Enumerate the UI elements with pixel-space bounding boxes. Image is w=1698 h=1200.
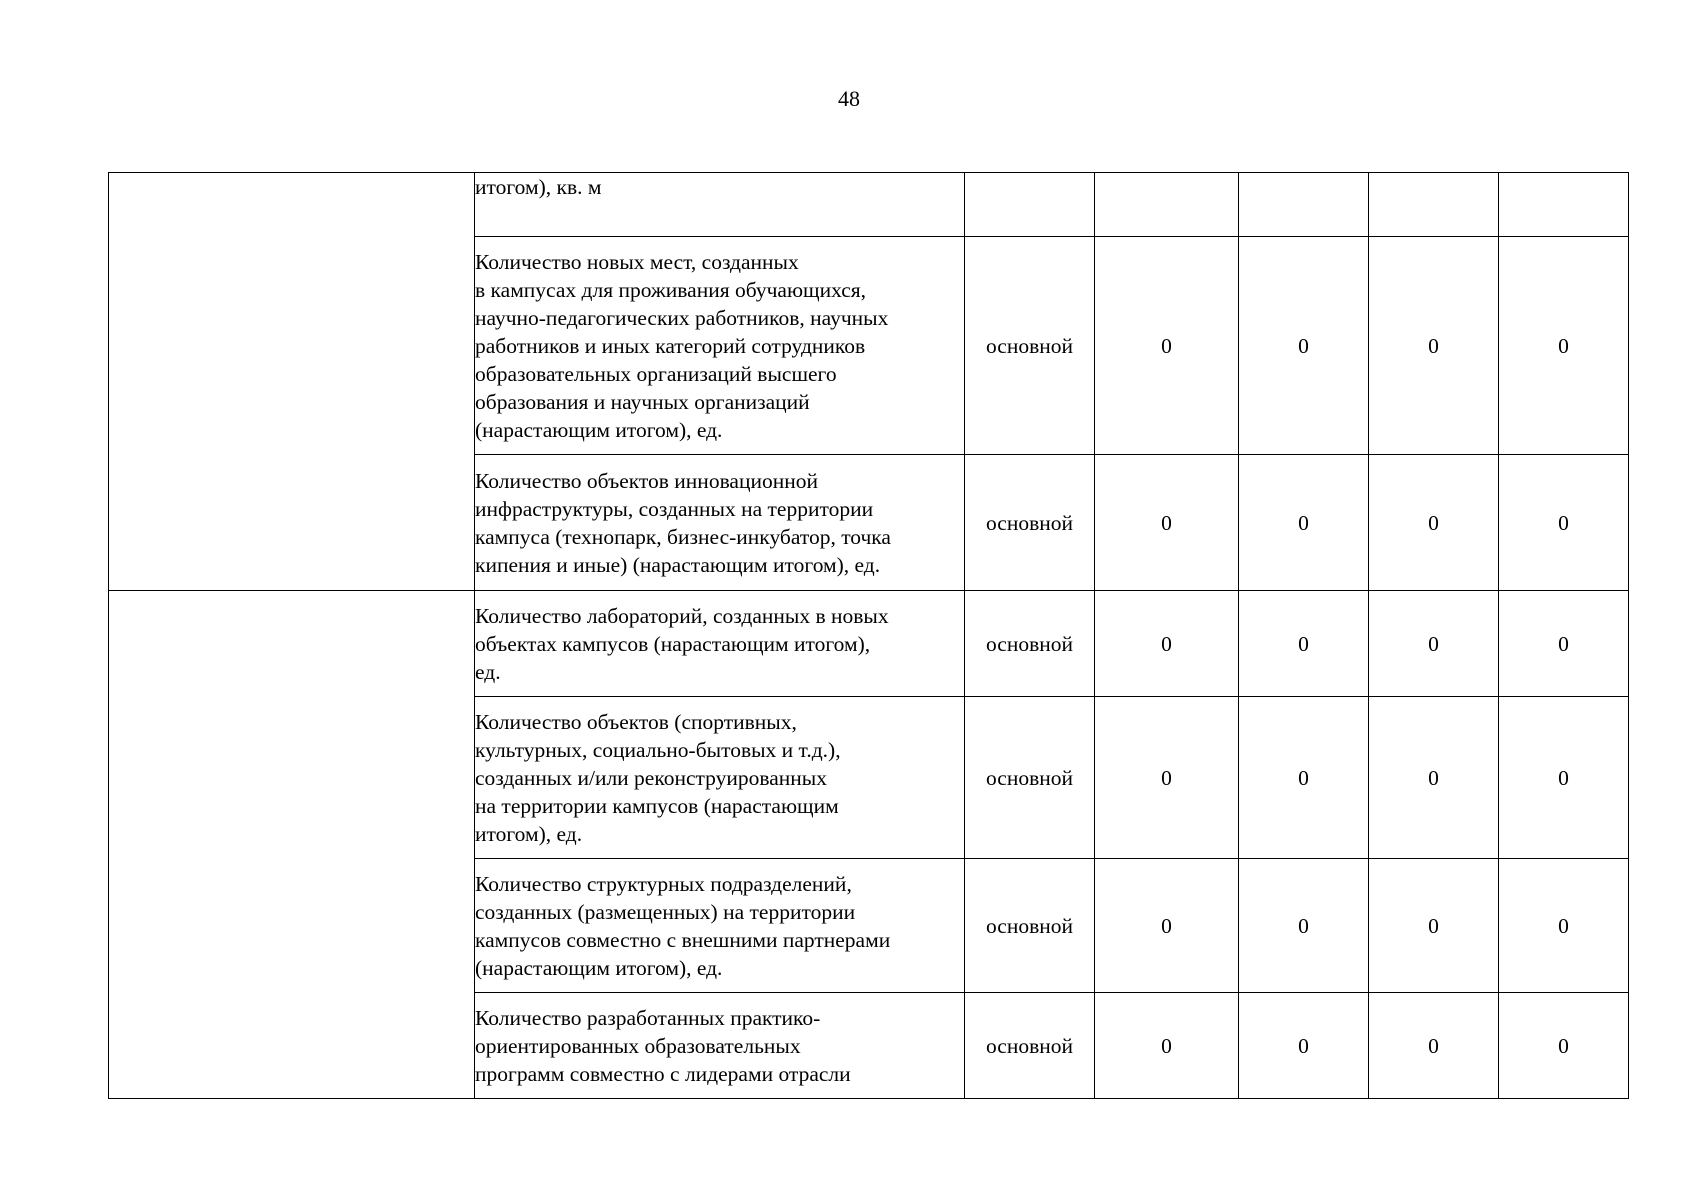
- indicator-type: основной: [965, 993, 1095, 1099]
- indicator-type: основной: [965, 697, 1095, 859]
- indicator-value: 0: [1095, 993, 1239, 1099]
- indicators-table: [108, 172, 1629, 1099]
- indicator-value: 0: [1239, 993, 1369, 1099]
- indicator-name: Количество структурных подразделений, созданных (размещенных) на территории кампусов совместно с внешними партнерами (нарастающим итогом), ед.: [475, 859, 965, 993]
- table-row: [109, 591, 1629, 697]
- indicator-value: 0: [1499, 993, 1629, 1099]
- indicator-value: 0: [1369, 237, 1499, 455]
- indicator-value: 0: [1095, 455, 1239, 591]
- indicator-value: 0: [1369, 455, 1499, 591]
- indicator-value: 0: [1239, 591, 1369, 697]
- indicator-value: 0: [1095, 697, 1239, 859]
- indicator-value: [1095, 173, 1239, 237]
- indicator-value: [1499, 173, 1629, 237]
- indicator-value: 0: [1239, 697, 1369, 859]
- indicator-type: основной: [965, 237, 1095, 455]
- indicator-value: 0: [1095, 859, 1239, 993]
- group-cell: [109, 591, 475, 1099]
- indicator-name: Количество лабораторий, созданных в новых объектах кампусов (нарастающим итогом), ед.: [475, 591, 965, 697]
- indicator-name: Количество объектов (спортивных, культурных, социально-бытовых и т.д.), созданных и/или реконструированных на территории кампусов (нарастающим итогом), ед.: [475, 697, 965, 859]
- indicator-value: 0: [1499, 591, 1629, 697]
- indicator-name: итогом), кв. м: [475, 173, 965, 237]
- group-cell: [109, 173, 475, 591]
- page-number: 48: [838, 86, 860, 111]
- indicator-value: 0: [1499, 859, 1629, 993]
- indicator-name: Количество новых мест, созданных в кампусах для проживания обучающихся, научно-педагогических работников, научных работников и иных категорий сотрудников образовательных организаций высшего образования и научных организаций (нарастающим итогом), ед.: [475, 237, 965, 455]
- indicator-type: основной: [965, 455, 1095, 591]
- indicator-value: [1369, 173, 1499, 237]
- indicator-value: 0: [1095, 237, 1239, 455]
- indicator-value: [1239, 173, 1369, 237]
- indicator-value: 0: [1369, 859, 1499, 993]
- indicator-name: Количество объектов инновационной инфраструктуры, созданных на территории кампуса (технопарк, бизнес-инкубатор, точка кипения и иные) (нарастающим итогом), ед.: [475, 455, 965, 591]
- indicator-type: [965, 173, 1095, 237]
- indicator-type: основной: [965, 859, 1095, 993]
- indicator-value: 0: [1239, 859, 1369, 993]
- table-row: [109, 173, 1629, 237]
- indicator-value: 0: [1369, 993, 1499, 1099]
- indicator-name: Количество разработанных практико- ориентированных образовательных программ совместно с лидерами отрасли: [475, 993, 965, 1099]
- indicator-value: 0: [1499, 697, 1629, 859]
- indicator-value: 0: [1499, 455, 1629, 591]
- indicator-type: основной: [965, 591, 1095, 697]
- indicator-value: 0: [1239, 237, 1369, 455]
- indicator-value: 0: [1239, 455, 1369, 591]
- indicator-value: 0: [1369, 697, 1499, 859]
- indicator-value: 0: [1499, 237, 1629, 455]
- indicator-value: 0: [1095, 591, 1239, 697]
- indicator-value: 0: [1369, 591, 1499, 697]
